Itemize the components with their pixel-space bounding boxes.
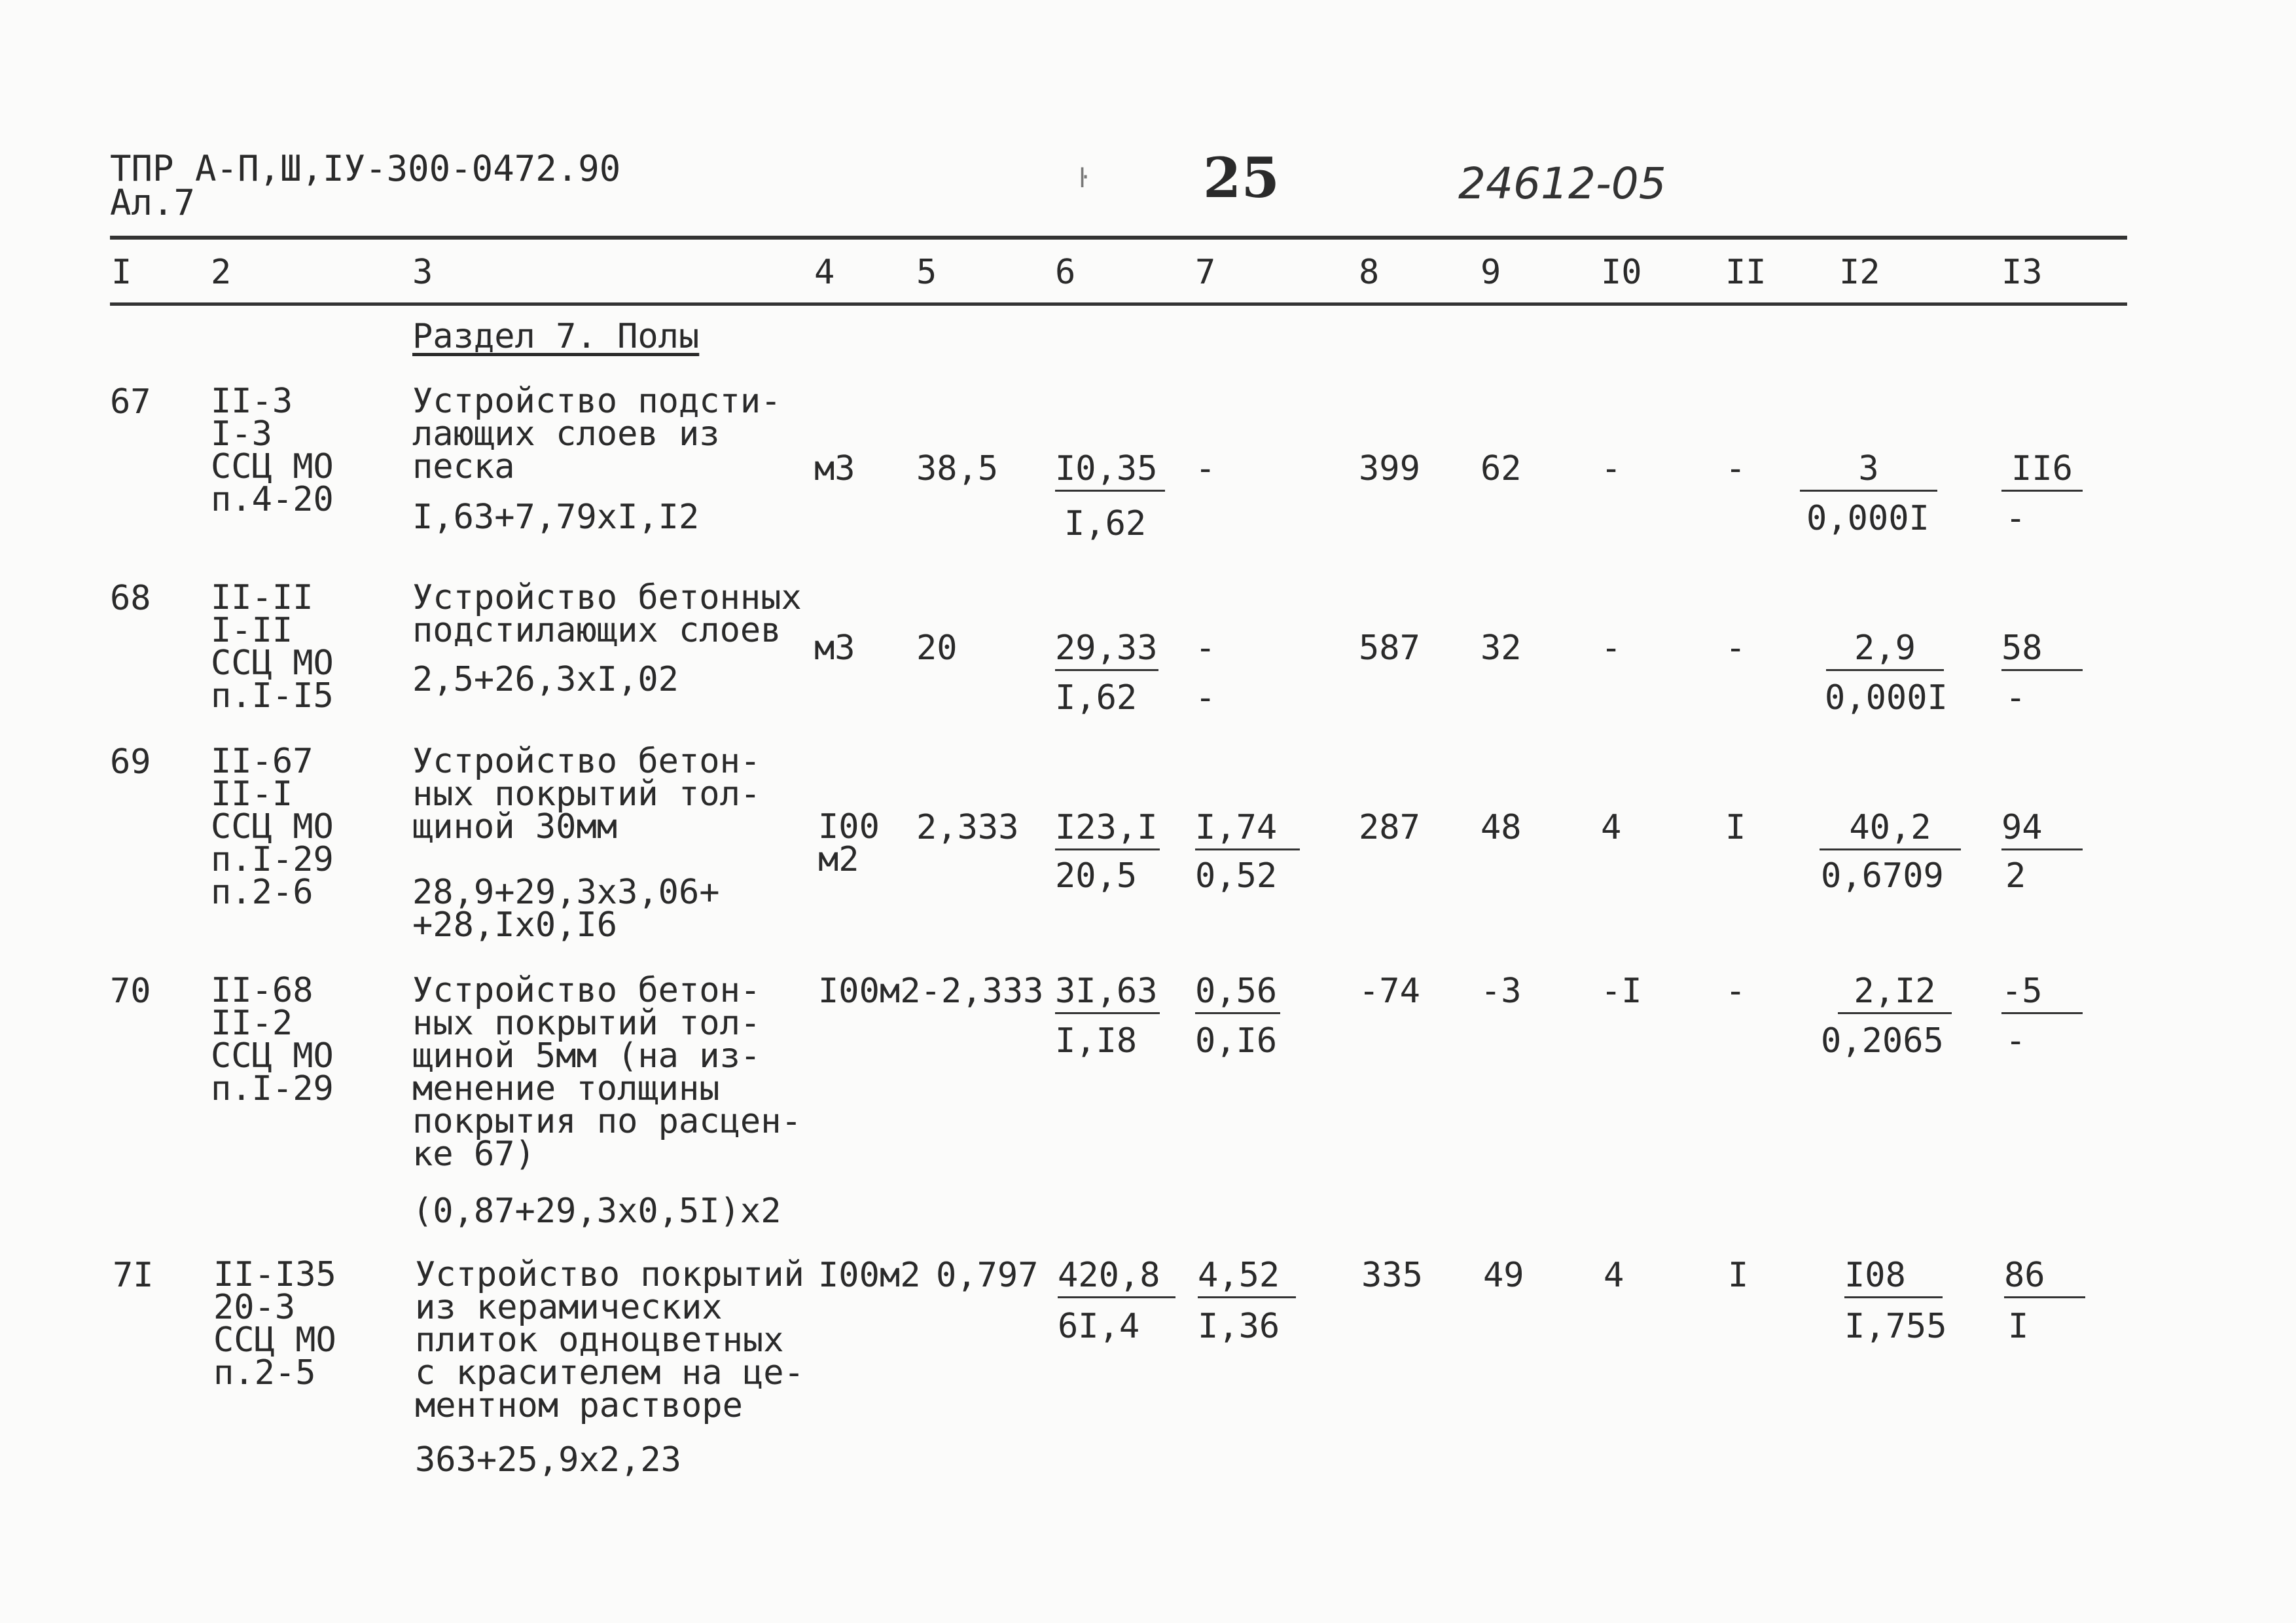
- col6-top: [1055, 974, 1160, 1014]
- col7-bottom: -: [1195, 678, 1216, 718]
- description-line: менение толщины: [412, 1069, 720, 1108]
- col12-top: [1800, 449, 1937, 492]
- col12-top: [1838, 974, 1952, 1014]
- value: 0,56: [1195, 972, 1278, 1011]
- col12-bottom: I,755: [1844, 1307, 1947, 1346]
- code-line: 20-3: [213, 1288, 296, 1327]
- col-9: 9: [1480, 253, 1501, 292]
- col6-top: [1055, 808, 1160, 850]
- code-line: II-3: [211, 382, 293, 421]
- stray-mark: ŀ: [1079, 164, 1088, 194]
- value: 2,I2: [1854, 972, 1936, 1011]
- row-formula: 2,5+26,3хI,02: [412, 660, 679, 699]
- row-number: 69: [110, 742, 151, 782]
- col7-bottom: I,36: [1198, 1307, 1280, 1346]
- col12-top: [1820, 808, 1961, 850]
- col8: 287: [1359, 808, 1420, 847]
- row-code: [213, 1255, 336, 1393]
- code-line: п.I-I5: [211, 676, 334, 716]
- header-album: Ал.7: [110, 182, 196, 223]
- col8: 399: [1359, 449, 1420, 488]
- col12-bottom: 0,000I: [1825, 678, 1948, 718]
- value: 29,33: [1055, 629, 1158, 668]
- row-quantity: 20: [916, 629, 958, 668]
- col-1: I: [111, 253, 132, 292]
- description-line: плиток одноцветных: [415, 1321, 784, 1360]
- row-number: 68: [110, 579, 151, 618]
- row-code: [211, 742, 334, 912]
- code-line: II-67: [211, 742, 314, 781]
- code-line: II-2: [211, 1004, 293, 1043]
- row-quantity: 38,5: [916, 449, 999, 488]
- value: 40,2: [1849, 808, 1931, 847]
- col11: -: [1725, 629, 1746, 668]
- code-line: п.2-6: [211, 873, 314, 912]
- unit-line: м2: [818, 840, 859, 879]
- row-number: 70: [110, 972, 151, 1011]
- description-line: с красителем на це-: [415, 1353, 804, 1393]
- col9: -3: [1480, 972, 1522, 1011]
- value: 3I,63: [1055, 972, 1158, 1011]
- col-7: 7: [1195, 253, 1216, 292]
- col-10: I0: [1601, 253, 1642, 292]
- value: 420,8: [1058, 1256, 1160, 1295]
- value: 3: [1858, 449, 1879, 488]
- code-line: II-68: [211, 971, 314, 1010]
- col13-top: [2001, 631, 2083, 671]
- row-formula: I,63+7,79хI,I2: [412, 498, 700, 537]
- row-unit: м3: [814, 629, 855, 668]
- col-11: II: [1725, 253, 1767, 292]
- row-description: [412, 578, 802, 650]
- col13-bottom: 2: [2005, 856, 2026, 896]
- code-line: II-II: [211, 578, 314, 617]
- value: 2,9: [1854, 629, 1916, 668]
- row-quantity: 2,333: [916, 808, 1019, 847]
- code-line: I-3: [211, 414, 272, 454]
- code-line: ССЦ МО: [211, 1036, 334, 1076]
- description-line: лающих слоев из: [412, 414, 720, 454]
- description-line: Устройство бетон-: [412, 742, 761, 781]
- value: I08: [1844, 1256, 1906, 1295]
- row-quantity: 0,797: [936, 1256, 1039, 1295]
- description-line: щиной 30мм: [412, 807, 618, 847]
- description-line: Устройство бетонных: [412, 578, 802, 617]
- col9: 32: [1480, 629, 1522, 668]
- row-description: [415, 1255, 804, 1425]
- value: -5: [2001, 972, 2043, 1011]
- row-code: [211, 971, 334, 1108]
- row-number: 7I: [113, 1256, 154, 1295]
- description-line: ных покрытий тол-: [412, 1004, 761, 1043]
- col7-top: [1195, 808, 1300, 850]
- header-rule: [110, 302, 2127, 306]
- code-line: ССЦ МО: [211, 447, 334, 486]
- col10: -: [1601, 629, 1622, 668]
- row-unit: I00м2-2,333: [818, 972, 1044, 1011]
- row-code: [211, 578, 334, 716]
- value: I23,I: [1055, 808, 1158, 847]
- col8: 587: [1359, 629, 1420, 668]
- code-line: п.I-29: [211, 840, 334, 879]
- col-13: I3: [2001, 253, 2043, 292]
- row-description: [412, 382, 781, 486]
- col6-top: [1058, 1258, 1175, 1298]
- row-code: [211, 382, 334, 519]
- description-line: щиной 5мм (на из-: [412, 1036, 761, 1076]
- header-code: ТПР А-П,Ш,IУ-300-0472.90: [110, 148, 621, 189]
- description-line: Устройство бетон-: [412, 971, 761, 1010]
- code-line: п.2-5: [213, 1353, 316, 1393]
- col-8: 8: [1359, 253, 1380, 292]
- formula-line: +28,Iх0,I6: [412, 905, 618, 945]
- col11: -: [1725, 972, 1746, 1011]
- value: 86: [2004, 1256, 2045, 1295]
- col11: -: [1725, 449, 1746, 488]
- col12-top: [1826, 631, 1944, 671]
- col13-bottom: I: [2008, 1307, 2029, 1346]
- code-line: п.I-29: [211, 1069, 334, 1108]
- formula-line: 28,9+29,3х3,06+: [412, 873, 720, 912]
- col12-bottom: 0,2065: [1821, 1021, 1944, 1061]
- col9: 48: [1480, 808, 1522, 847]
- col8: -74: [1359, 972, 1420, 1011]
- code-line: II-I: [211, 775, 293, 814]
- value: 58: [2001, 629, 2043, 668]
- col6-top: [1055, 449, 1165, 492]
- col10: 4: [1601, 808, 1622, 847]
- col8: 335: [1361, 1256, 1423, 1295]
- col10: -I: [1601, 972, 1642, 1011]
- code-line: п.4-20: [211, 480, 334, 519]
- value: 4,52: [1198, 1256, 1280, 1295]
- row-formula: (0,87+29,3х0,5I)х2: [412, 1192, 781, 1231]
- row-unit: [818, 807, 880, 879]
- row-formula: [412, 873, 720, 945]
- col13-top: [2004, 1258, 2085, 1298]
- col6-bottom: I,I8: [1055, 1021, 1138, 1061]
- description-line: Устройство покрытий: [415, 1255, 804, 1294]
- row-description: [412, 971, 802, 1174]
- page-number: 25: [1203, 145, 1280, 210]
- unit-line: I00: [818, 807, 880, 847]
- col13-top: [2001, 449, 2083, 492]
- col12-bottom: 0,6709: [1821, 856, 1944, 896]
- row-unit: I00м2: [818, 1256, 921, 1295]
- document-number: 24612-05: [1458, 158, 1666, 209]
- col7-bottom: 0,I6: [1195, 1021, 1278, 1061]
- value: I0,35: [1055, 449, 1158, 488]
- col9: 49: [1483, 1256, 1524, 1295]
- value: I,74: [1195, 808, 1278, 847]
- col-2: 2: [211, 253, 232, 292]
- col6-top: [1055, 631, 1158, 671]
- col-12: I2: [1839, 253, 1880, 292]
- row-formula: 363+25,9х2,23: [415, 1440, 681, 1480]
- col12-top: [1844, 1258, 1943, 1298]
- value: 94: [2001, 808, 2043, 847]
- description-line: ке 67): [412, 1135, 535, 1174]
- description-line: песка: [412, 447, 515, 486]
- col6-bottom: 6I,4: [1058, 1307, 1140, 1346]
- col6-bottom: 20,5: [1055, 856, 1138, 896]
- col13-bottom: -: [2005, 678, 2026, 718]
- code-line: ССЦ МО: [213, 1321, 336, 1360]
- value: II6: [2011, 449, 2073, 488]
- description-line: Устройство подсти-: [412, 382, 781, 421]
- description-line: покрытия по расцен-: [412, 1102, 802, 1141]
- code-line: ССЦ МО: [211, 807, 334, 847]
- col10: -: [1601, 449, 1622, 488]
- description-line: подстилающих слоев: [412, 611, 781, 650]
- col-5: 5: [916, 253, 937, 292]
- col7-top: -: [1195, 449, 1216, 488]
- col13-top: [2001, 974, 2083, 1014]
- row-description: [412, 742, 761, 847]
- col13-bottom: -: [2005, 1021, 2026, 1061]
- col7-bottom: 0,52: [1195, 856, 1278, 896]
- col10: 4: [1604, 1256, 1624, 1295]
- row-number: 67: [110, 382, 151, 422]
- code-line: ССЦ МО: [211, 644, 334, 683]
- col11: I: [1725, 808, 1746, 847]
- col7-top: [1195, 974, 1280, 1014]
- col6-bottom: I,62: [1055, 678, 1138, 718]
- col13-bottom: -: [2005, 499, 2026, 538]
- col-4: 4: [814, 253, 835, 292]
- code-line: I-II: [211, 611, 293, 650]
- col11: I: [1728, 1256, 1749, 1295]
- col7-top: [1198, 1258, 1296, 1298]
- col9: 62: [1480, 449, 1522, 488]
- row-unit: м3: [814, 449, 855, 488]
- col-3: 3: [412, 253, 433, 292]
- col-6: 6: [1055, 253, 1076, 292]
- col13-top: [2001, 808, 2083, 850]
- code-line: II-I35: [213, 1255, 336, 1294]
- col6-bottom: I,62: [1064, 504, 1147, 543]
- section-title: Раздел 7. Полы: [412, 317, 700, 356]
- col7-top: -: [1195, 629, 1216, 668]
- top-rule: [110, 236, 2127, 240]
- description-line: ментном растворе: [415, 1386, 743, 1425]
- description-line: из керамических: [415, 1288, 723, 1327]
- description-line: ных покрытий тол-: [412, 775, 761, 814]
- col12-bottom: 0,000I: [1806, 499, 1929, 538]
